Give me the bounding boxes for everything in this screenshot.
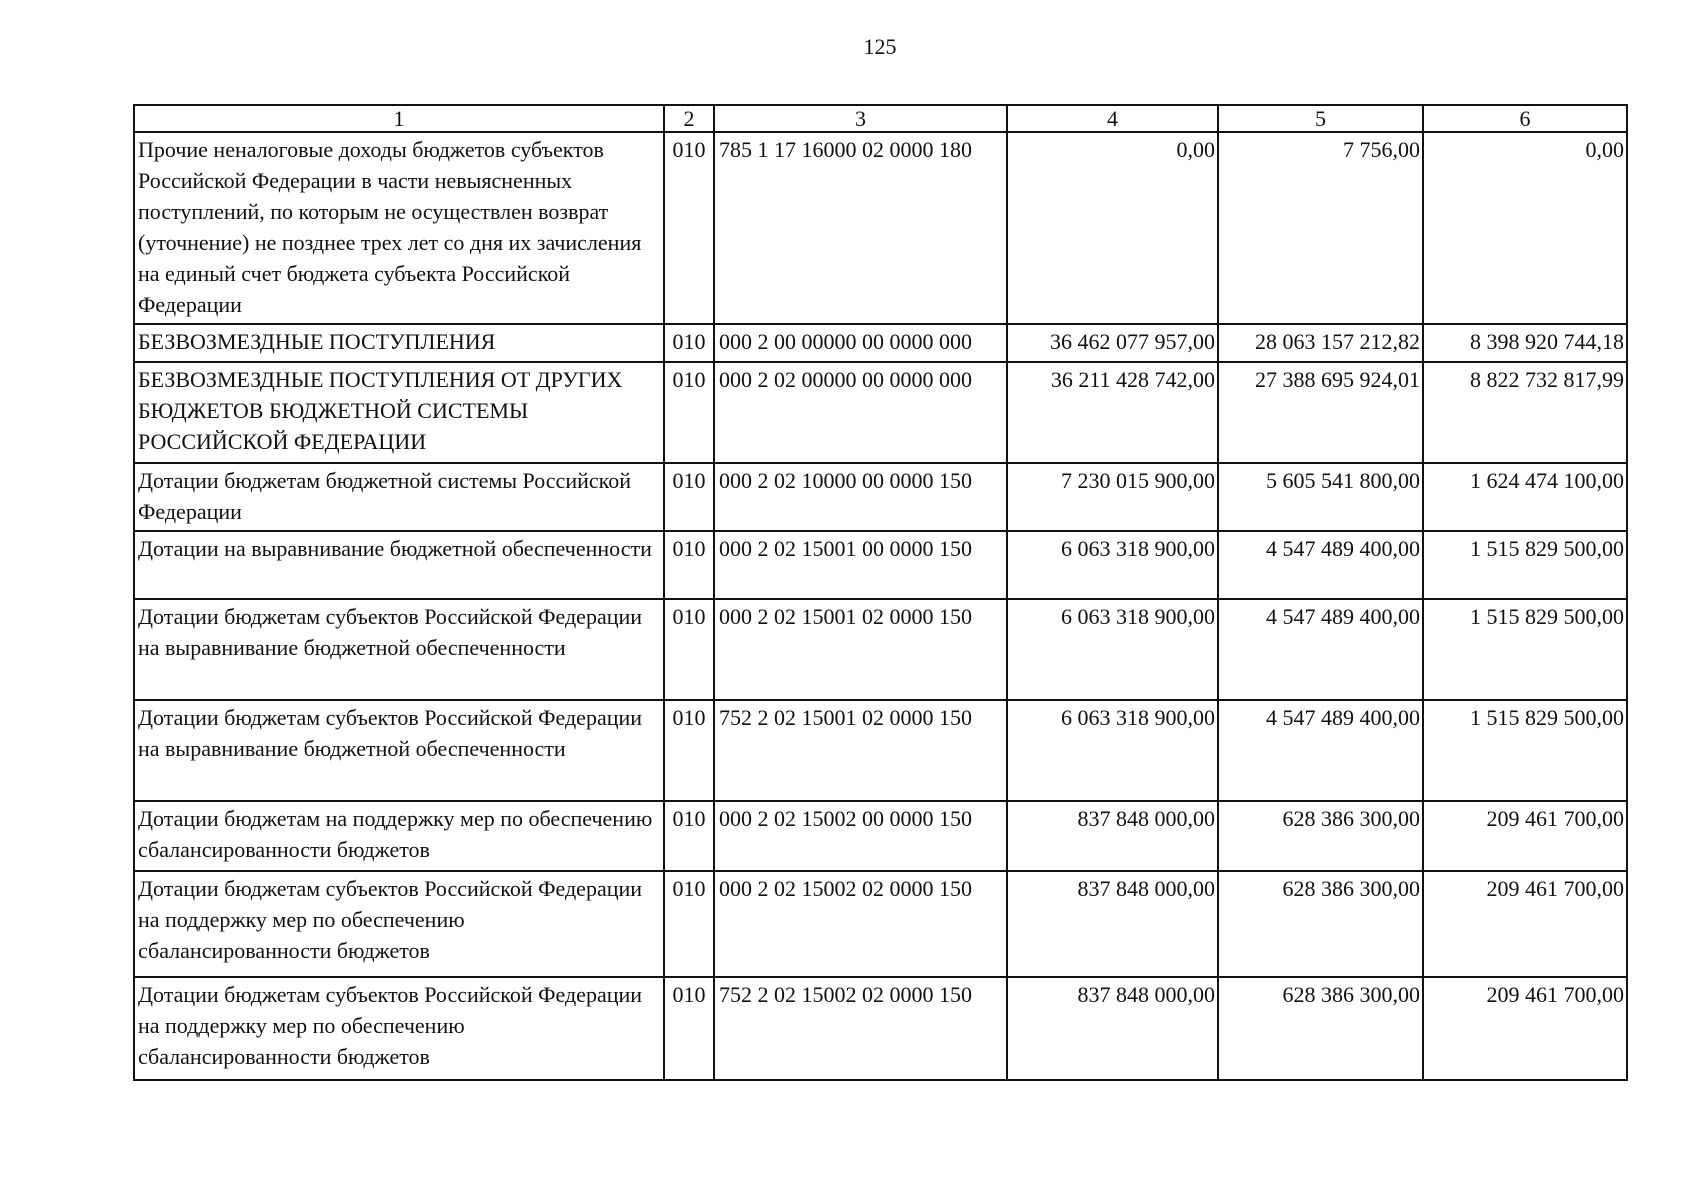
- row-budget-code: 752 2 02 15001 02 0000 150: [714, 700, 1007, 801]
- row-value-col6: 8 822 732 817,99: [1423, 362, 1627, 463]
- column-header-5: 5: [1218, 105, 1423, 132]
- row-value-col6: 209 461 700,00: [1423, 977, 1627, 1080]
- table-row: [134, 132, 1627, 324]
- row-value-col6: 1 515 829 500,00: [1423, 599, 1627, 700]
- row-value-col6: 1 515 829 500,00: [1423, 531, 1627, 599]
- row-value-col4: 837 848 000,00: [1007, 977, 1218, 1080]
- row-value-col4: 6 063 318 900,00: [1007, 700, 1218, 801]
- row-budget-code: 000 2 02 10000 00 0000 150: [714, 463, 1007, 531]
- row-value-col5: 27 388 695 924,01: [1218, 362, 1423, 463]
- row-line-code: 010: [664, 324, 714, 362]
- row-line-code: 010: [664, 531, 714, 599]
- page-number: 125: [863, 34, 897, 59]
- row-budget-code: 000 2 02 00000 00 0000 000: [714, 362, 1007, 463]
- row-name: Дотации на выравнивание бюджетной обеспеченности: [134, 531, 664, 599]
- table-row: [134, 977, 1627, 1080]
- row-name: Дотации бюджетам субъектов Российской Федерации на поддержку мер по обеспечению сбалансированности бюджетов: [134, 977, 664, 1080]
- row-value-col4: 7 230 015 900,00: [1007, 463, 1218, 531]
- table-row: [134, 531, 1627, 599]
- row-value-col6: 209 461 700,00: [1423, 871, 1627, 977]
- row-budget-code: 000 2 02 15002 00 0000 150: [714, 801, 1007, 871]
- row-value-col4: 6 063 318 900,00: [1007, 531, 1218, 599]
- row-value-col4: 36 211 428 742,00: [1007, 362, 1218, 463]
- row-value-col5: 28 063 157 212,82: [1218, 324, 1423, 362]
- table-row: [134, 700, 1627, 801]
- row-value-col6: 0,00: [1423, 132, 1627, 324]
- row-value-col4: 6 063 318 900,00: [1007, 599, 1218, 700]
- row-budget-code: 000 2 02 15001 02 0000 150: [714, 599, 1007, 700]
- row-line-code: 010: [664, 871, 714, 977]
- row-value-col6: 8 398 920 744,18: [1423, 324, 1627, 362]
- column-header-6: 6: [1423, 105, 1627, 132]
- row-value-col4: 36 462 077 957,00: [1007, 324, 1218, 362]
- budget-table: [133, 104, 1628, 1081]
- column-header-3: 3: [714, 105, 1007, 132]
- table-row: [134, 362, 1627, 463]
- row-value-col4: 0,00: [1007, 132, 1218, 324]
- table-row: [134, 871, 1627, 977]
- row-budget-code: 752 2 02 15002 02 0000 150: [714, 977, 1007, 1080]
- row-name: Дотации бюджетам бюджетной системы Российской Федерации: [134, 463, 664, 531]
- row-line-code: 010: [664, 362, 714, 463]
- column-header-4: 4: [1007, 105, 1218, 132]
- row-value-col6: 1 515 829 500,00: [1423, 700, 1627, 801]
- row-name: Дотации бюджетам субъектов Российской Федерации на поддержку мер по обеспечению сбалансированности бюджетов: [134, 871, 664, 977]
- row-budget-code: 000 2 02 15001 00 0000 150: [714, 531, 1007, 599]
- table-row: [134, 801, 1627, 871]
- row-value-col4: 837 848 000,00: [1007, 801, 1218, 871]
- row-name: Дотации бюджетам на поддержку мер по обеспечению сбалансированности бюджетов: [134, 801, 664, 871]
- row-name: БЕЗВОЗМЕЗДНЫЕ ПОСТУПЛЕНИЯ ОТ ДРУГИХ БЮДЖЕТОВ БЮДЖЕТНОЙ СИСТЕМЫ РОССИЙСКОЙ ФЕДЕРАЦИИ: [134, 362, 664, 463]
- table-row: [134, 599, 1627, 700]
- table-row: [134, 463, 1627, 531]
- row-value-col5: 4 547 489 400,00: [1218, 700, 1423, 801]
- row-value-col6: 209 461 700,00: [1423, 801, 1627, 871]
- row-value-col5: 4 547 489 400,00: [1218, 599, 1423, 700]
- table-header-row: [134, 105, 1627, 132]
- column-header-1: 1: [134, 105, 664, 132]
- row-name: Дотации бюджетам субъектов Российской Федерации на выравнивание бюджетной обеспеченности: [134, 700, 664, 801]
- row-line-code: 010: [664, 599, 714, 700]
- row-value-col5: 628 386 300,00: [1218, 801, 1423, 871]
- column-header-2: 2: [664, 105, 714, 132]
- row-value-col5: 5 605 541 800,00: [1218, 463, 1423, 531]
- row-value-col5: 4 547 489 400,00: [1218, 531, 1423, 599]
- row-name: БЕЗВОЗМЕЗДНЫЕ ПОСТУПЛЕНИЯ: [134, 324, 664, 362]
- row-budget-code: 000 2 00 00000 00 0000 000: [714, 324, 1007, 362]
- row-name: Дотации бюджетам субъектов Российской Федерации на выравнивание бюджетной обеспеченности: [134, 599, 664, 700]
- row-line-code: 010: [664, 700, 714, 801]
- row-line-code: 010: [664, 132, 714, 324]
- row-value-col5: 7 756,00: [1218, 132, 1423, 324]
- row-value-col5: 628 386 300,00: [1218, 977, 1423, 1080]
- row-budget-code: 785 1 17 16000 02 0000 180: [714, 132, 1007, 324]
- row-budget-code: 000 2 02 15002 02 0000 150: [714, 871, 1007, 977]
- row-line-code: 010: [664, 463, 714, 531]
- row-value-col4: 837 848 000,00: [1007, 871, 1218, 977]
- row-line-code: 010: [664, 801, 714, 871]
- row-value-col6: 1 624 474 100,00: [1423, 463, 1627, 531]
- table-row: [134, 324, 1627, 362]
- row-name: Прочие неналоговые доходы бюджетов субъектов Российской Федерации в части невыясненных поступлений, по которым не осуществлен возврат (уточнение) не позднее трех лет со дня их зачисления на единый счет бюджета субъекта Российской Федерации: [134, 132, 664, 324]
- row-value-col5: 628 386 300,00: [1218, 871, 1423, 977]
- row-line-code: 010: [664, 977, 714, 1080]
